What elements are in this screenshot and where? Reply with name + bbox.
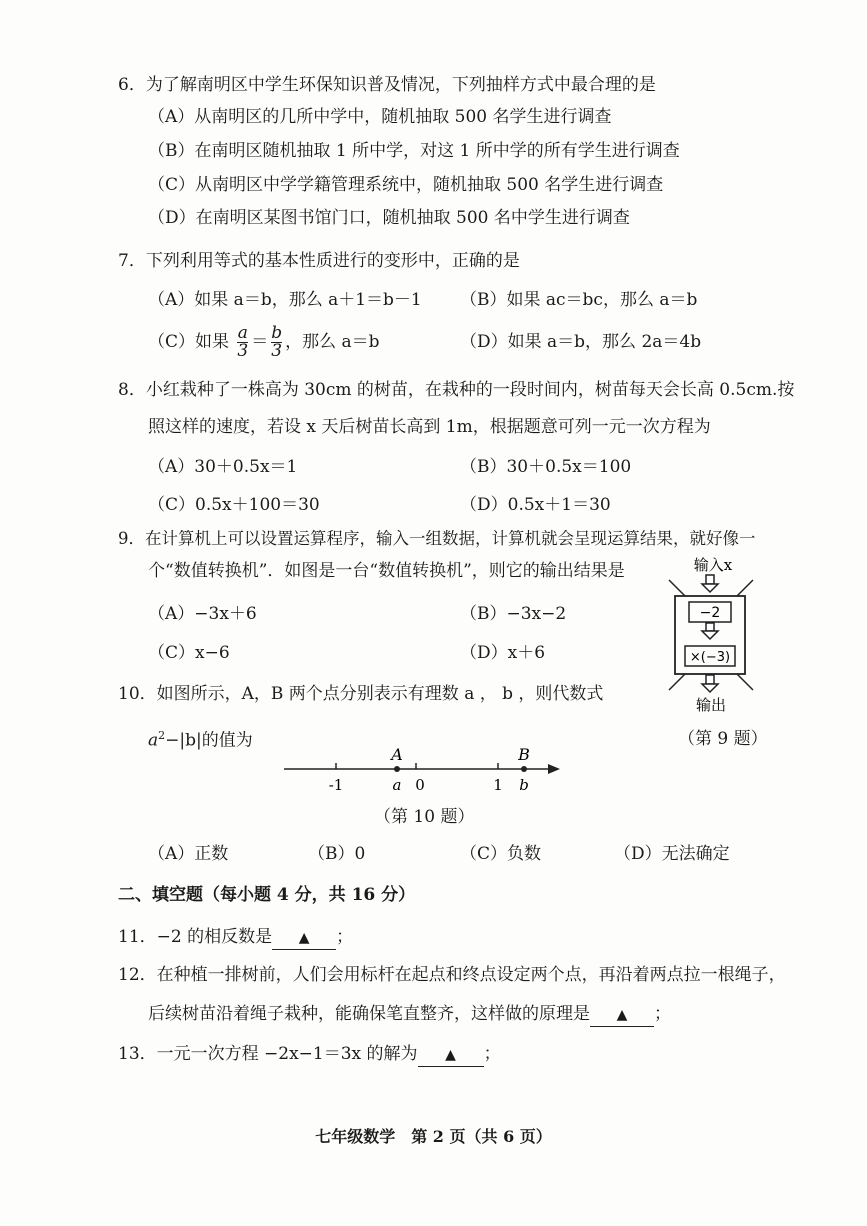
fraction-b-over-3 bbox=[271, 325, 282, 360]
q12-end: ； bbox=[654, 1004, 671, 1024]
label-A: A bbox=[391, 745, 403, 764]
triangle-marker-icon: ▲ bbox=[298, 930, 310, 946]
q12-line1: 12．在种植一排树前，人们会用标杆在起点和终点设定两个点，再沿着两点拉一根绳子， bbox=[118, 965, 786, 985]
q12-text: 后续树苗沿着绳子栽种，能确保笔直整齐，这样做的原理是 bbox=[148, 1004, 590, 1024]
q10-option-d: （D）无法确定 bbox=[614, 844, 730, 864]
q10-expression bbox=[148, 725, 253, 752]
q11-answer-blank[interactable] bbox=[272, 926, 336, 950]
q9-stem-line2: 个“数值转换机”．如图是一台“数值转换机”，则它的输出结果是 bbox=[148, 561, 625, 581]
q8-option-c: （C）0.5x＋100＝30 bbox=[148, 495, 320, 515]
q12-answer-blank[interactable] bbox=[590, 1003, 654, 1027]
equals-sign: ＝ bbox=[251, 332, 269, 352]
fraction-numerator: b bbox=[271, 323, 283, 343]
fraction-a-over-3 bbox=[237, 325, 248, 360]
q10-option-b: （B）0 bbox=[308, 844, 366, 864]
number-converter-diagram bbox=[655, 552, 775, 712]
expr-tail: 的值为 bbox=[201, 730, 253, 751]
triangle-marker-icon: ▲ bbox=[445, 1047, 456, 1063]
q9-stem-line1: 9．在计算机上可以设置运算程序，输入一组数据，计算机就会呈现运算结果，就好像一 bbox=[118, 529, 756, 548]
q11-text: 11．−2 的相反数是 bbox=[118, 927, 273, 947]
q10-stem: 10．如图所示，A，B 两个点分别表示有理数 a ， b ，则代数式 bbox=[118, 684, 604, 704]
q9-option-b: （B）−3x−2 bbox=[460, 604, 567, 624]
q6-option-a: （A）从南明区的几所中学中，随机抽取 500 名学生进行调查 bbox=[148, 107, 612, 127]
q6-option-b: （B）在南明区随机抽取 1 所中学，对这 1 所中学的所有学生进行调查 bbox=[148, 141, 680, 161]
q7-option-d: （D）如果 a＝b，那么 2a＝4b bbox=[460, 332, 702, 352]
label-0: 0 bbox=[415, 776, 425, 794]
q13 bbox=[118, 1043, 501, 1067]
q8-stem-line1: 8．小红栽种了一株高为 30cm 的树苗，在栽种的一段时间内，树苗每天会长高 0.5cm.按 bbox=[118, 380, 795, 400]
q6-stem: 6．为了解南明区中学生环保知识普及情况，下列抽样方式中最合理的是 bbox=[118, 75, 656, 95]
converter-step2: ×(−3) bbox=[689, 650, 731, 665]
fraction-numerator: a bbox=[237, 323, 248, 343]
fraction-denominator: 3 bbox=[237, 341, 249, 361]
q9-option-c: （C）x−6 bbox=[148, 643, 230, 663]
q11-end: ； bbox=[336, 927, 354, 947]
q13-answer-blank[interactable] bbox=[418, 1043, 484, 1067]
label-a: a bbox=[392, 776, 402, 794]
q6-option-d: （D）在南明区某图书馆门口，随机抽取 500 名中学生进行调查 bbox=[148, 208, 630, 228]
label-b: b bbox=[519, 776, 529, 794]
expr-exponent: 2 bbox=[158, 729, 166, 742]
q7-option-a: （A）如果 a＝b，那么 a＋1＝b－1 bbox=[148, 290, 422, 310]
label-1: 1 bbox=[493, 776, 503, 794]
fraction-denominator: 3 bbox=[271, 341, 283, 361]
q7-option-c-suffix: ，那么 a＝b bbox=[285, 332, 380, 352]
q6-option-c: （C）从南明区中学学籍管理系统中，随机抽取 500 名学生进行调查 bbox=[148, 175, 664, 195]
q10-option-a: （A）正数 bbox=[148, 844, 229, 864]
q8-option-a: （A）30＋0.5x＝1 bbox=[148, 457, 298, 477]
down-arrow-icon bbox=[702, 575, 718, 592]
q10-option-c: （C）负数 bbox=[460, 844, 542, 864]
point-a bbox=[394, 766, 400, 772]
q13-end: ； bbox=[483, 1044, 501, 1064]
label-minus-1: -1 bbox=[328, 776, 344, 794]
q7-option-c-prefix: （C）如果 bbox=[148, 332, 230, 352]
q8-stem-line2: 照这样的速度，若设 x 天后树苗长高到 1m，根据题意可列一元一次方程为 bbox=[148, 417, 711, 437]
section2-heading: 二、填空题（每小题 4 分，共 16 分） bbox=[118, 885, 416, 905]
point-b bbox=[521, 766, 527, 772]
down-arrow-icon bbox=[702, 623, 718, 639]
q13-text: 13．一元一次方程 −2x−1＝3x 的解为 bbox=[118, 1044, 418, 1064]
down-arrow-icon bbox=[702, 675, 718, 692]
q11 bbox=[118, 926, 353, 950]
q8-option-d: （D）0.5x＋1＝30 bbox=[460, 495, 611, 515]
q10-figure-caption: （第 10 题） bbox=[374, 807, 475, 827]
triangle-marker-icon: ▲ bbox=[616, 1007, 628, 1023]
q7-stem: 7．下列利用等式的基本性质进行的变形中，正确的是 bbox=[118, 251, 520, 271]
q8-option-b: （B）30＋0.5x＝100 bbox=[460, 457, 632, 477]
q7-option-c bbox=[148, 322, 380, 362]
q9-option-d: （D）x＋6 bbox=[460, 643, 546, 663]
page-footer: 七年级数学 第 2 页（共 6 页） bbox=[315, 1127, 552, 1146]
converter-step1: −2 bbox=[699, 605, 721, 621]
expr-a: a bbox=[148, 730, 159, 751]
number-line-diagram bbox=[280, 742, 580, 798]
q9-figure-caption: （第 9 题） bbox=[678, 729, 768, 749]
expr-abs-b: −|b| bbox=[165, 730, 202, 751]
q9-option-a: （A）−3x＋6 bbox=[148, 604, 257, 624]
label-B: B bbox=[518, 745, 530, 764]
q7-option-b: （B）如果 ac＝bc，那么 a＝b bbox=[460, 290, 698, 310]
axis-arrow-icon bbox=[548, 764, 560, 774]
q12-line2 bbox=[148, 1003, 671, 1027]
converter-input-label: 输入x bbox=[693, 556, 733, 574]
converter-output-label: 输出 bbox=[695, 696, 727, 712]
